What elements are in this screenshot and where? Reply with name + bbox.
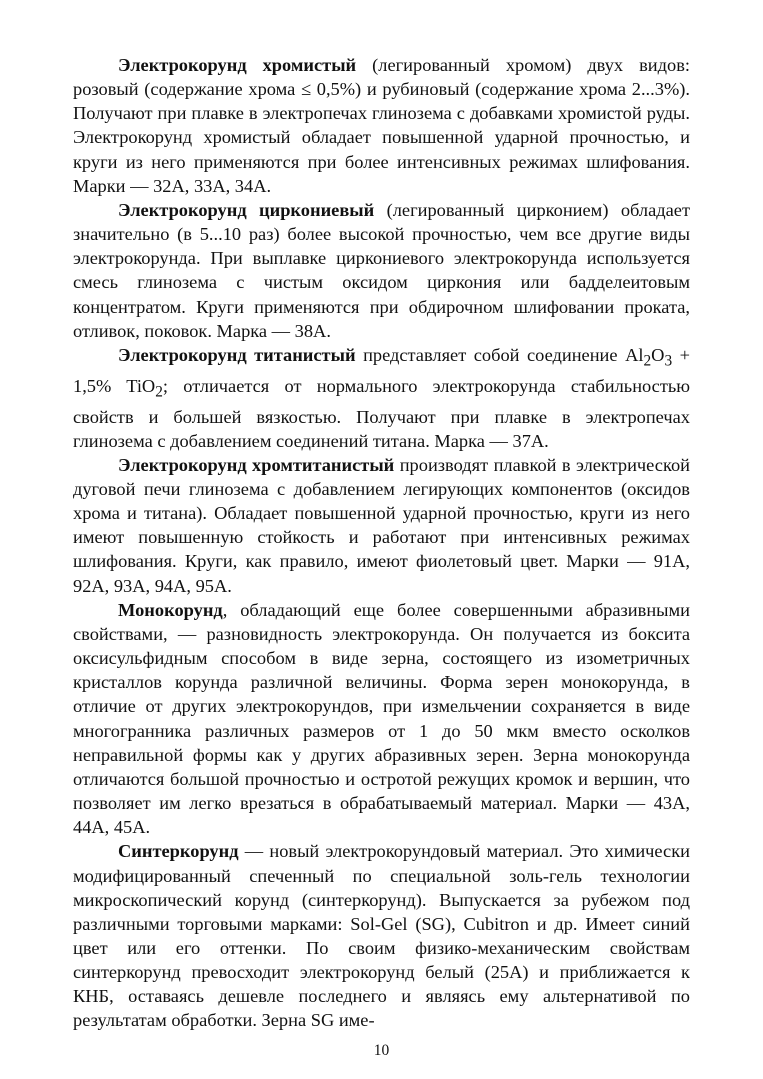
paragraph-text: ; отличается от нормального электрокорунда стабильностью свойств и большей вязкостью. Получают при плавке в электропечах глинозема с добавлением соединений титана. Марка — 37А.: [73, 375, 691, 451]
term-titanium-corundum: Электрокорунд титанистый: [118, 344, 356, 365]
term-monocorundum: Монокорунд: [118, 599, 223, 620]
term-chrome-titanium-corundum: Электрокорунд хромтитанистый: [118, 454, 395, 475]
paragraph-text: (легированный цирконием) обладает значительно (в 5...10 раз) более высокой прочностью, чем все другие виды электрокорунда. При выплавке циркониевого электрокорунда используется смесь глинозема с чистым оксидом циркония или бадделеитовым концентратом. Круги применяются при обдирочном шлифовании проката, отливок, поковок. Марка — 38А.: [73, 199, 690, 341]
paragraph-chromium-corundum: [73, 53, 690, 198]
paragraph-titanium-corundum: [73, 343, 690, 453]
paragraph-text: — новый электрокорундовый материал. Это химически модифицированный спеченный по специальной золь-гель технологии микроскопический корунд (синтеркорунд). Выпускается за рубежом под различными торговыми марками: Sol-Gel (SG), Cubitron и др. Имеет синий цвет или его оттенки. По своим физико-механическим свойствам синтеркорунд превосходит электрокорунд белый (25А) и приближается к КНБ, оставаясь дешевле последнего и являясь ему альтернативой по результатам обработки. Зерна SG име-: [73, 841, 690, 1031]
chemical-formula: $Al_2O_3 + 1,5\%$ TiO$_2$: [73, 344, 690, 401]
paragraph-chrome-titanium-corundum: [73, 453, 690, 598]
paragraph-monocorundum: [73, 598, 690, 840]
paragraph-text-before-formula: представляет собой соединение: [355, 344, 626, 365]
term-chromium-corundum: Электрокорунд хромистый: [118, 55, 357, 75]
term-sintercorundum: Синтеркорунд: [118, 841, 239, 862]
page-number: 10: [373, 1042, 390, 1059]
paragraph-text: производят плавкой в электрической дуговой печи глинозема с добавлением легирующих компонентов (оксидов хрома и титана). Обладает повышенной ударной прочностью, круги из него имеют повышенную стойкость и работают при интенсивных режимах шлифования. Круги, как правило, имеют фиолетовый цвет. Марки — 91А, 92А, 93А, 94А, 95А.: [73, 454, 690, 596]
term-zirconium-corundum: Электрокорунд циркониевый: [118, 199, 375, 220]
paragraph-text: , обладающий еще более совершенными абразивными свойствами, — разновидность электрокорунда. Он получается из боксита оксисульфидным способом в виде зерна, состоящего из изометричных кристаллов корунда различной величины. Форма зерен монокорунда, в отличие от других электрокорундов, при измельчении сохраняется в виде многогранника различных размеров от 1 до 50 мкм вместо осколков неправильной формы как у других абразивных зерен. Зерна монокорунда отличаются большой прочностью и остротой режущих кромок и вершин, что позволяет им легко врезаться в обрабатываемый материал. Марки — 43А, 44А, 45А.: [73, 599, 690, 838]
paragraph-text: (легированный хромом) двух видов: розовый (содержание хрома ≤ 0,5%) и рубиновый (содержание хрома 2...3%). Получают при плавке в электропечах глинозема с добавками хромистой руды. Электрокорунд хромистый обладает повышенной ударной прочностью, и круги из него применяются при более интенсивных режимах шлифования. Марки — 32А, 33А, 34А.: [73, 55, 690, 196]
paragraph-zirconium-corundum: [73, 198, 690, 343]
paragraph-sintercorundum: [73, 839, 690, 1032]
